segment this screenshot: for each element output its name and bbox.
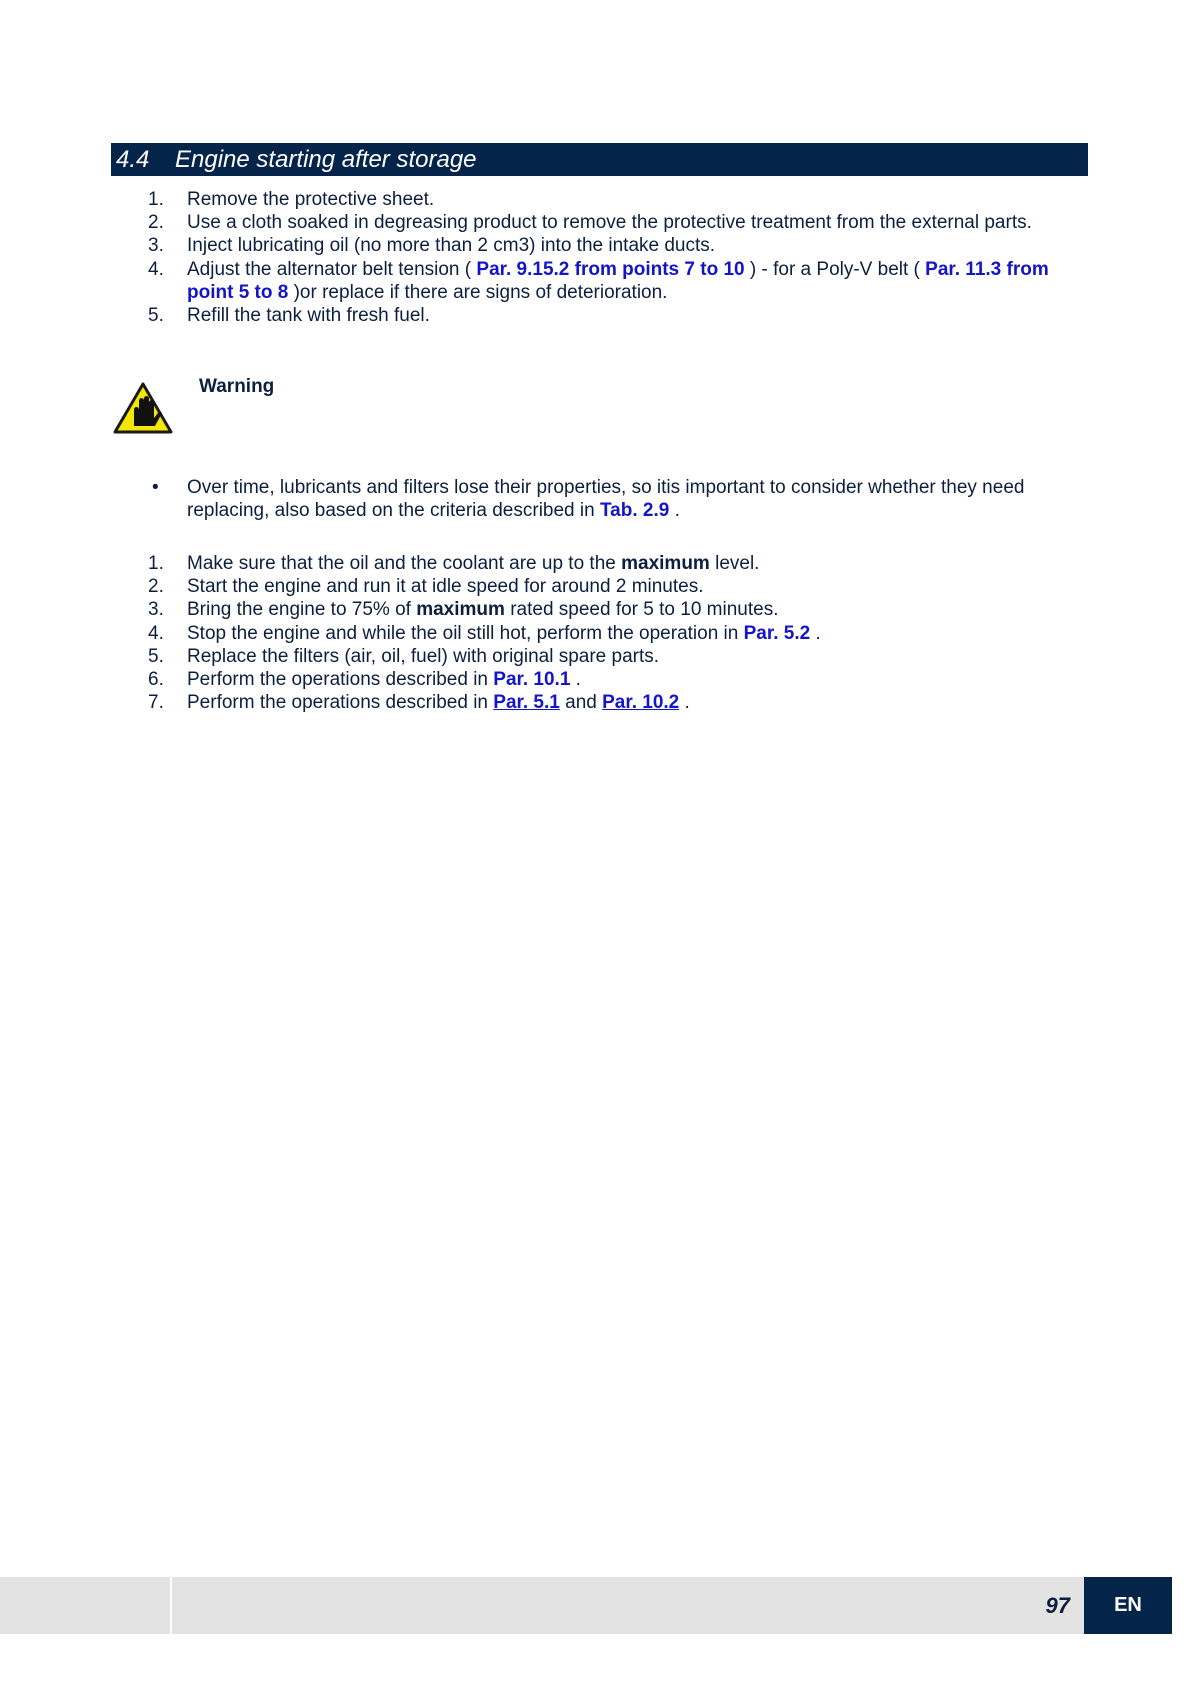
ref-link-par-5-2[interactable]: Par. 5.2 [743, 622, 811, 644]
section-header [111, 143, 1088, 176]
steps-list-2 [0, 552, 1087, 714]
list-item: 3. Inject lubricating oil (no more than 2 cm3) into the intake ducts. [148, 235, 716, 257]
ref-link-par-10-1[interactable]: Par. 10.1 [493, 669, 571, 691]
list-item: 2. Start the engine and run it at idle speed for around 2 minutes. [148, 576, 704, 598]
warning-title: Warning [199, 376, 275, 397]
warning-hand-icon [113, 382, 173, 435]
section-title: Engine starting after storage [175, 146, 477, 173]
steps-list-1 [0, 188, 1087, 327]
ref-link-par-5-1[interactable]: Par. 5.1 [493, 692, 560, 714]
list-item: 4. Stop the engine and while the oil still hot, perform the operation in Par. 5.2 . [148, 622, 821, 644]
section-number: 4.4 [116, 146, 150, 173]
footer-bar [172, 1577, 1084, 1634]
list-item: 3. Bring the engine to 75% of maximum rated speed for 5 to 10 minutes. [148, 599, 779, 621]
list-item: 1. Make sure that the oil and the coolant are up to the maximum level. [148, 553, 760, 574]
language-badge: EN [1084, 1577, 1172, 1634]
list-item: 5. Refill the tank with fresh fuel. [148, 305, 430, 327]
footer-left-block [0, 1577, 170, 1634]
list-item: 1. Remove the protective sheet. [148, 189, 435, 210]
ref-link-tab-2-9[interactable]: Tab. 2.9 [599, 500, 670, 522]
page-footer [0, 1577, 1172, 1634]
ref-link-par-11-3[interactable]: Par. 11.3 from point 5 to 8 [187, 258, 1049, 303]
bullet-marker: • [152, 477, 159, 498]
list-item: 4. Adjust the alternator belt tension ( Par. 9.15.2 from points 7 to 10 ) - for a Poly-V belt ( Par. 11.3 from point 5 to 8 )or replace if there are signs of deterioration. [148, 258, 1049, 303]
list-item: 5. Replace the filters (air, oil, fuel) with original spare parts. [148, 645, 660, 667]
bullet-list [0, 476, 1191, 522]
list-item: 7. Perform the operations described in Par. 5.1 and Par. 10.2 . [148, 692, 690, 714]
list-item: • Over time, lubricants and filters lose their properties, so itis important to consider whether they need replacing, also based on the criteria described in Tab. 2.9 . [152, 477, 1025, 522]
ref-link-par-9-15-2[interactable]: Par. 9.15.2 from points 7 to 10 [476, 258, 745, 280]
list-item: 2. Use a cloth soaked in degreasing product to remove the protective treatment from the external parts. [148, 212, 1032, 234]
list-item: 6. Perform the operations described in Par. 10.1 . [148, 669, 581, 691]
ref-link-par-10-2[interactable]: Par. 10.2 [602, 692, 680, 714]
page-number: 97 [1045, 1593, 1070, 1618]
